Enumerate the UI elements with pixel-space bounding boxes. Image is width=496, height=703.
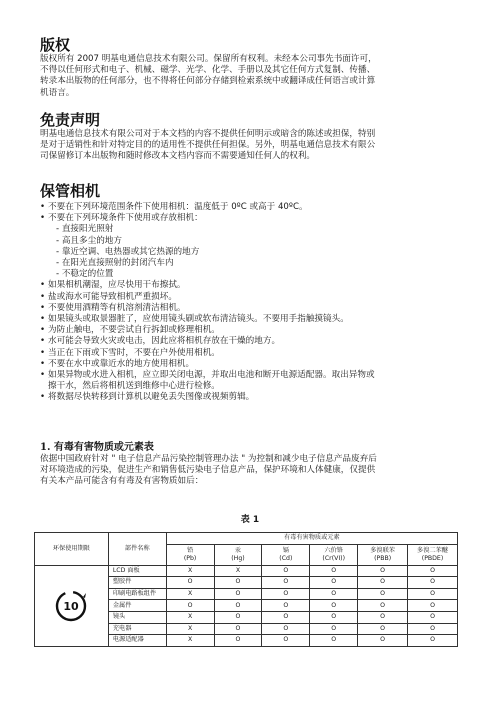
hazard-heading: 1. 有毒有害物质或元素表 bbox=[40, 442, 154, 453]
value-cell: O bbox=[310, 577, 358, 589]
bullet-icon: • bbox=[40, 370, 46, 381]
value-cell: O bbox=[408, 611, 458, 623]
list-item: • 不要在水中或靠近水的地方使用相机。 bbox=[40, 358, 195, 369]
column-header-pbb: 多溴联苯 (PBB) bbox=[358, 544, 408, 565]
value-cell: O bbox=[214, 611, 262, 623]
value-cell: O bbox=[214, 600, 262, 612]
bullet-icon: • bbox=[40, 280, 46, 291]
disclaimer-section bbox=[40, 111, 460, 163]
list-item: • 不要在下列环境范围条件下使用相机：温度低于 0ºC 或高于 40ºC。 bbox=[40, 202, 308, 212]
value-cell: O bbox=[310, 635, 358, 647]
list-item: • 如果镜头或取景器脏了，应使用镜头刷或软布清洁镜头。不要用手指触摸镜头。 bbox=[40, 314, 349, 325]
part-name-cell: 镜头 bbox=[108, 611, 166, 623]
value-cell: O bbox=[408, 565, 458, 577]
copyright-line: 转录本出版物的任何部分，也不得将任何部分存储到检索系统中或翻译成任何语言或计算 bbox=[40, 76, 376, 87]
part-name-cell: 印刷电路板组件 bbox=[108, 588, 166, 600]
list-item: • 如果相机潮湿，应尽快用干布擦拭。 bbox=[40, 280, 186, 291]
column-header-pbde: 多溴二苯醚 (PBDE) bbox=[408, 544, 458, 565]
value-cell: O bbox=[408, 635, 458, 647]
bullet-icon: • bbox=[40, 314, 46, 325]
list-item: • 水可能会导致火灾或电击，因此应将相机存放在干燥的地方。 bbox=[40, 336, 281, 347]
sub-list-item: - 直接阳光照射 bbox=[56, 224, 114, 235]
copyright-line: 版权所有 2007 明基电通信息技术有限公司。保留所有权利。未经本公司事先书面许可， bbox=[40, 54, 377, 64]
value-cell: O bbox=[408, 577, 458, 589]
hazard-line: 依据中国政府针对 " 电子信息产品污染控制管理办法 " 为控制和减少电子信息产品废弃后 bbox=[40, 454, 377, 464]
list-item: • 如果异物或水进入相机，应立即关闭电源，并取出电池和断开电源适配器。取出异物或 擦干水，然后将相机送到维修中心进行检修。 bbox=[40, 370, 375, 392]
camera-care-heading: 保管相机 bbox=[40, 182, 101, 200]
value-cell: O bbox=[262, 623, 310, 635]
sub-list-item: - 靠近空调、电热器或其它热源的地方 bbox=[56, 246, 200, 257]
sub-list-item: - 在阳光直接照射的封闭汽车内 bbox=[56, 258, 174, 269]
bullet-icon: • bbox=[40, 358, 46, 369]
value-cell: O bbox=[408, 623, 458, 635]
list-item: • 不要使用酒精等有机溶剂清洁相机。 bbox=[40, 302, 186, 313]
bullet-icon: • bbox=[40, 336, 46, 347]
disclaimer-line: 是对于适销性和针对特定目的的适用性不提供任何担保。另外，明基电通信息技术有限公 bbox=[40, 140, 376, 151]
value-cell: O bbox=[262, 577, 310, 589]
value-cell: O bbox=[262, 588, 310, 600]
value-cell: X bbox=[166, 611, 214, 623]
value-cell: X bbox=[166, 623, 214, 635]
environmental-period-icon bbox=[54, 589, 88, 623]
table-caption: 表 1 bbox=[240, 515, 260, 525]
epup-logo-cell bbox=[35, 565, 109, 646]
value-cell: O bbox=[358, 577, 408, 589]
value-cell: X bbox=[166, 588, 214, 600]
hazard-line: 有关本产品可能含有有毒及有害物质如后： bbox=[40, 476, 204, 487]
part-name-cell: 塑胶件 bbox=[108, 577, 166, 589]
epup-logo-number: 10 bbox=[63, 599, 80, 613]
value-cell: O bbox=[214, 588, 262, 600]
value-cell: O bbox=[310, 600, 358, 612]
list-item: • 当正在下雨或下雪时，不要在户外使用相机。 bbox=[40, 347, 220, 358]
column-header-period: 环保使用期限 bbox=[35, 533, 109, 566]
value-cell: O bbox=[310, 611, 358, 623]
column-header-chromium: 六价铬 (Cr(VI)) bbox=[310, 544, 358, 565]
value-cell: O bbox=[262, 635, 310, 647]
disclaimer-heading: 免责声明 bbox=[40, 111, 101, 129]
value-cell: O bbox=[166, 577, 214, 589]
list-item: • 为防止触电，不要尝试自行拆卸或修理相机。 bbox=[40, 325, 220, 336]
value-cell: O bbox=[214, 635, 262, 647]
copyright-section bbox=[40, 36, 460, 99]
value-cell: O bbox=[358, 623, 408, 635]
value-cell: O bbox=[408, 588, 458, 600]
copyright-line: 机语言。 bbox=[40, 87, 75, 98]
disclaimer-line: 司保留修订本出版物和随时修改本文档内容而不需要通知任何人的权利。 bbox=[40, 151, 316, 162]
camera-care-section bbox=[40, 182, 470, 404]
column-header-mercury: 汞 (Hg) bbox=[214, 544, 262, 565]
value-cell: O bbox=[358, 600, 408, 612]
list-item: • 盐或海水可能导致相机严重损坏。 bbox=[40, 291, 177, 302]
bullet-icon: • bbox=[40, 302, 46, 313]
value-cell: O bbox=[310, 588, 358, 600]
copyright-heading: 版权 bbox=[40, 36, 71, 54]
column-header-part: 部件名称 bbox=[108, 533, 166, 566]
value-cell: O bbox=[262, 600, 310, 612]
value-cell: X bbox=[214, 565, 262, 577]
sub-list-item: - 不稳定的位置 bbox=[56, 269, 114, 280]
value-cell: O bbox=[262, 565, 310, 577]
value-cell: X bbox=[166, 635, 214, 647]
column-header-cadmium: 镉 (Cd) bbox=[262, 544, 310, 565]
value-cell: X bbox=[166, 565, 214, 577]
camera-care-list bbox=[40, 202, 470, 404]
column-header-lead: 铅 (Pb) bbox=[166, 544, 214, 565]
hazard-line: 对环境造成的污染，促进生产和销售低污染电子信息产品，保护环境和人体健康，仅提供 bbox=[40, 465, 376, 476]
bullet-icon: • bbox=[40, 213, 46, 224]
part-name-cell: 金属件 bbox=[108, 600, 166, 612]
environment-sub-list bbox=[48, 224, 470, 280]
part-name-cell: 充电器 bbox=[108, 623, 166, 635]
value-cell: O bbox=[310, 565, 358, 577]
sub-list-item: - 高且多尘的地方 bbox=[56, 235, 122, 246]
bullet-icon: • bbox=[40, 291, 46, 302]
value-cell: O bbox=[262, 611, 310, 623]
list-item: • 不要在下列环境条件下使用或存放相机： - 直接阳光照射 - 高且多尘的地方 - 靠近空调、电热器或其它热源的地方 - 在阳光直接照射的封闭汽车内 - 不稳定的位置 bbox=[40, 213, 470, 280]
list-item: • 将数据尽快转移到计算机以避免丢失图像或视频剪辑。 bbox=[40, 392, 255, 403]
value-cell: O bbox=[358, 565, 408, 577]
disclaimer-line: 明基电通信息技术有限公司对于本文档的内容不提供任何明示或暗含的陈述或担保，特别 bbox=[40, 129, 376, 139]
value-cell: O bbox=[358, 588, 408, 600]
bullet-icon: • bbox=[40, 325, 46, 336]
value-cell: O bbox=[310, 623, 358, 635]
value-cell: O bbox=[166, 600, 214, 612]
copyright-line: 不得以任何形式和电子、机械、磁学、光学、化学、手册以及其它任何方式复制、传播、 bbox=[40, 65, 376, 76]
value-cell: O bbox=[358, 635, 408, 647]
value-cell: O bbox=[358, 611, 408, 623]
bullet-icon: • bbox=[40, 202, 46, 212]
part-name-cell: 电源适配器 bbox=[108, 635, 166, 647]
value-cell: O bbox=[214, 623, 262, 635]
part-name-cell: LCD 面板 bbox=[108, 565, 166, 577]
hazardous-substances-section bbox=[40, 441, 460, 488]
column-header-substances: 有毒有害物质或元素 bbox=[166, 533, 457, 545]
value-cell: O bbox=[408, 600, 458, 612]
bullet-icon: • bbox=[40, 392, 46, 403]
hazardous-substances-table bbox=[34, 532, 458, 647]
table-row bbox=[35, 565, 458, 577]
bullet-icon: • bbox=[40, 347, 46, 358]
value-cell: O bbox=[214, 577, 262, 589]
